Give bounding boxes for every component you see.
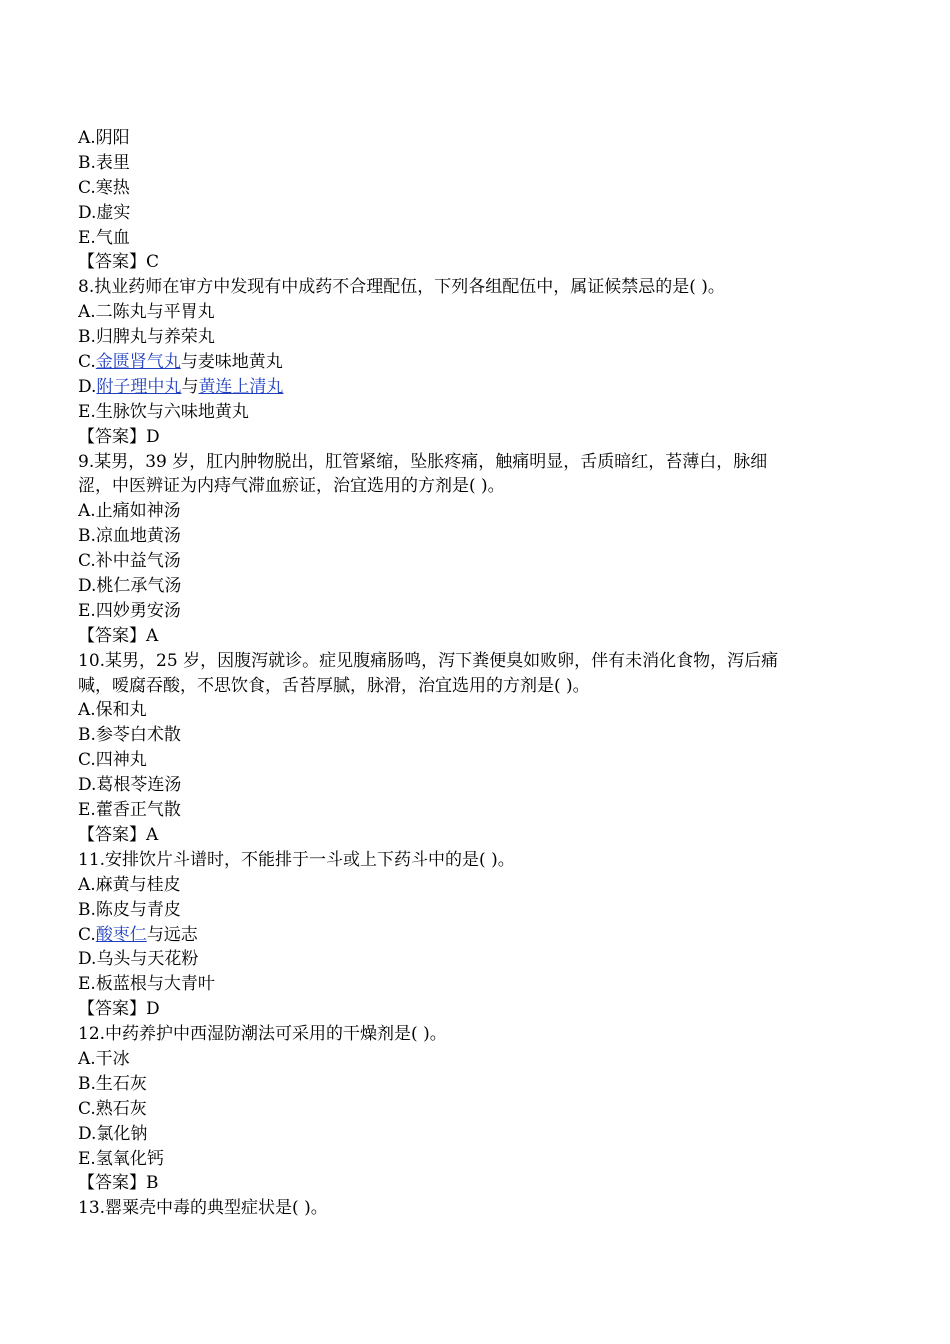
- line-text: 10.某男，25 岁，因腹泻就诊。症见腹痛肠鸣，泻下粪便臭如败卵，伴有未消化食物，泻后痛: [78, 650, 779, 671]
- line-text: A.干冰: [78, 1048, 130, 1069]
- line-q8-d: [78, 375, 884, 400]
- document-body: [78, 126, 884, 1221]
- line-text: C.寒热: [78, 177, 130, 198]
- line-q12-c: [78, 1097, 884, 1122]
- line-q11-d: [78, 947, 884, 972]
- line-text: C.: [78, 924, 96, 945]
- line-text: A.二陈丸与平胃丸: [78, 302, 215, 323]
- line-text: 【答案】D: [78, 999, 160, 1020]
- line-q9-answer: [78, 624, 884, 649]
- line-q8-a: [78, 300, 884, 325]
- line-q10-e: [78, 798, 884, 823]
- line-q7-e: [78, 226, 884, 251]
- line-q9-b: [78, 524, 884, 549]
- line-text: D.: [78, 376, 97, 397]
- line-q9-a: [78, 499, 884, 524]
- line-text: A.阴阳: [78, 128, 130, 148]
- line-q7-d: [78, 201, 884, 226]
- line-q11-a: [78, 873, 884, 898]
- line-text: 与麦味地黄丸: [180, 352, 283, 373]
- line-q12-a: [78, 1047, 884, 1072]
- line-text: A.保和丸: [78, 700, 147, 721]
- line-q8-b: [78, 325, 884, 350]
- line-q10-d: [78, 773, 884, 798]
- herb-link[interactable]: 金匮肾气丸: [95, 352, 181, 373]
- line-text: 【答案】B: [78, 1173, 159, 1194]
- line-q7-c: [78, 176, 884, 201]
- line-text: 【答案】A: [78, 824, 159, 845]
- line-text: D.虚实: [78, 202, 131, 223]
- line-q9-e: [78, 599, 884, 624]
- line-q7-answer: [78, 250, 884, 275]
- line-q11-answer: [78, 997, 884, 1022]
- line-q9-stem-1: [78, 450, 884, 475]
- line-q12-stem: [78, 1022, 884, 1047]
- line-q10-b: [78, 723, 884, 748]
- line-q12-answer: [78, 1171, 884, 1196]
- line-q8-stem: [78, 275, 884, 300]
- line-text: A.止痛如神汤: [78, 501, 181, 522]
- line-text: 8.执业药师在审方中发现有中成药不合理配伍，下列各组配伍中，属证候禁忌的是( )。: [78, 277, 725, 298]
- line-text: 【答案】A: [78, 625, 159, 646]
- line-text: 11.安排饮片斗谱时，不能排于一斗或上下药斗中的是( )。: [78, 849, 515, 870]
- line-q8-e: [78, 400, 884, 425]
- line-text: E.四妙勇安汤: [78, 600, 181, 621]
- line-text: B.陈皮与青皮: [78, 899, 181, 920]
- line-text: D.乌头与天花粉: [78, 949, 199, 970]
- line-q12-d: [78, 1122, 884, 1147]
- line-text: C.熟石灰: [78, 1098, 147, 1119]
- line-text: B.生石灰: [78, 1073, 147, 1094]
- line-q7-b: [78, 151, 884, 176]
- line-text: B.归脾丸与养荣丸: [78, 327, 215, 348]
- line-text: D.葛根苓连汤: [78, 775, 182, 796]
- line-q10-a: [78, 698, 884, 723]
- line-q10-stem-1: [78, 649, 884, 674]
- line-text: E.藿香正气散: [78, 800, 181, 821]
- line-text: 13.罂粟壳中毒的典型症状是( )。: [78, 1198, 328, 1219]
- line-text: E.气血: [78, 227, 130, 248]
- line-text: E.氢氧化钙: [78, 1148, 164, 1169]
- line-q8-c: [78, 350, 884, 375]
- line-q8-answer: [78, 425, 884, 450]
- line-text: A.麻黄与桂皮: [78, 874, 181, 895]
- herb-link[interactable]: 酸枣仁: [95, 924, 147, 945]
- herb-link[interactable]: 附子理中丸: [96, 376, 182, 397]
- line-text: B.参苓白术散: [78, 725, 181, 746]
- line-text: B.凉血地黄汤: [78, 526, 181, 547]
- line-text: C.: [78, 352, 96, 373]
- herb-link[interactable]: 黄连上清丸: [198, 376, 284, 397]
- line-q10-answer: [78, 823, 884, 848]
- line-text: E.板蓝根与大青叶: [78, 974, 215, 995]
- line-text: 12.中药养护中西湿防潮法可采用的干燥剂是( )。: [78, 1024, 447, 1045]
- line-text: C.补中益气汤: [78, 551, 181, 572]
- line-text: B.表里: [78, 152, 130, 173]
- line-text: D.氯化钠: [78, 1123, 148, 1144]
- line-q7-a: [78, 126, 884, 151]
- line-q12-b: [78, 1072, 884, 1097]
- line-q13-stem: [78, 1196, 884, 1221]
- line-q11-b: [78, 898, 884, 923]
- line-q11-stem: [78, 848, 884, 873]
- line-text: 9.某男，39 岁，肛内肿物脱出，肛管紧缩，坠胀疼痛，触痛明显，舌质暗红，苔薄白，脉细: [78, 451, 768, 472]
- line-text: 与远志: [146, 924, 198, 945]
- line-q9-stem-2: [78, 474, 884, 499]
- line-q10-c: [78, 748, 884, 773]
- line-text: 涩，中医辨证为内痔气滞血瘀证，治宜选用的方剂是( )。: [78, 476, 505, 497]
- line-text: E.生脉饮与六味地黄丸: [78, 401, 249, 422]
- line-q11-c: [78, 923, 884, 948]
- line-q9-c: [78, 549, 884, 574]
- line-text: 喊，嗳腐吞酸，不思饮食，舌苔厚腻，脉滑，治宜选用的方剂是( )。: [78, 675, 590, 696]
- line-text: 【答案】C: [78, 252, 160, 273]
- line-text: 【答案】D: [78, 426, 160, 447]
- line-q10-stem-2: [78, 674, 884, 699]
- line-text: C.四神丸: [78, 750, 147, 771]
- line-q9-d: [78, 574, 884, 599]
- line-text: D.桃仁承气汤: [78, 576, 182, 597]
- line-q12-e: [78, 1147, 884, 1172]
- line-q11-e: [78, 972, 884, 997]
- line-text: 与: [181, 376, 199, 397]
